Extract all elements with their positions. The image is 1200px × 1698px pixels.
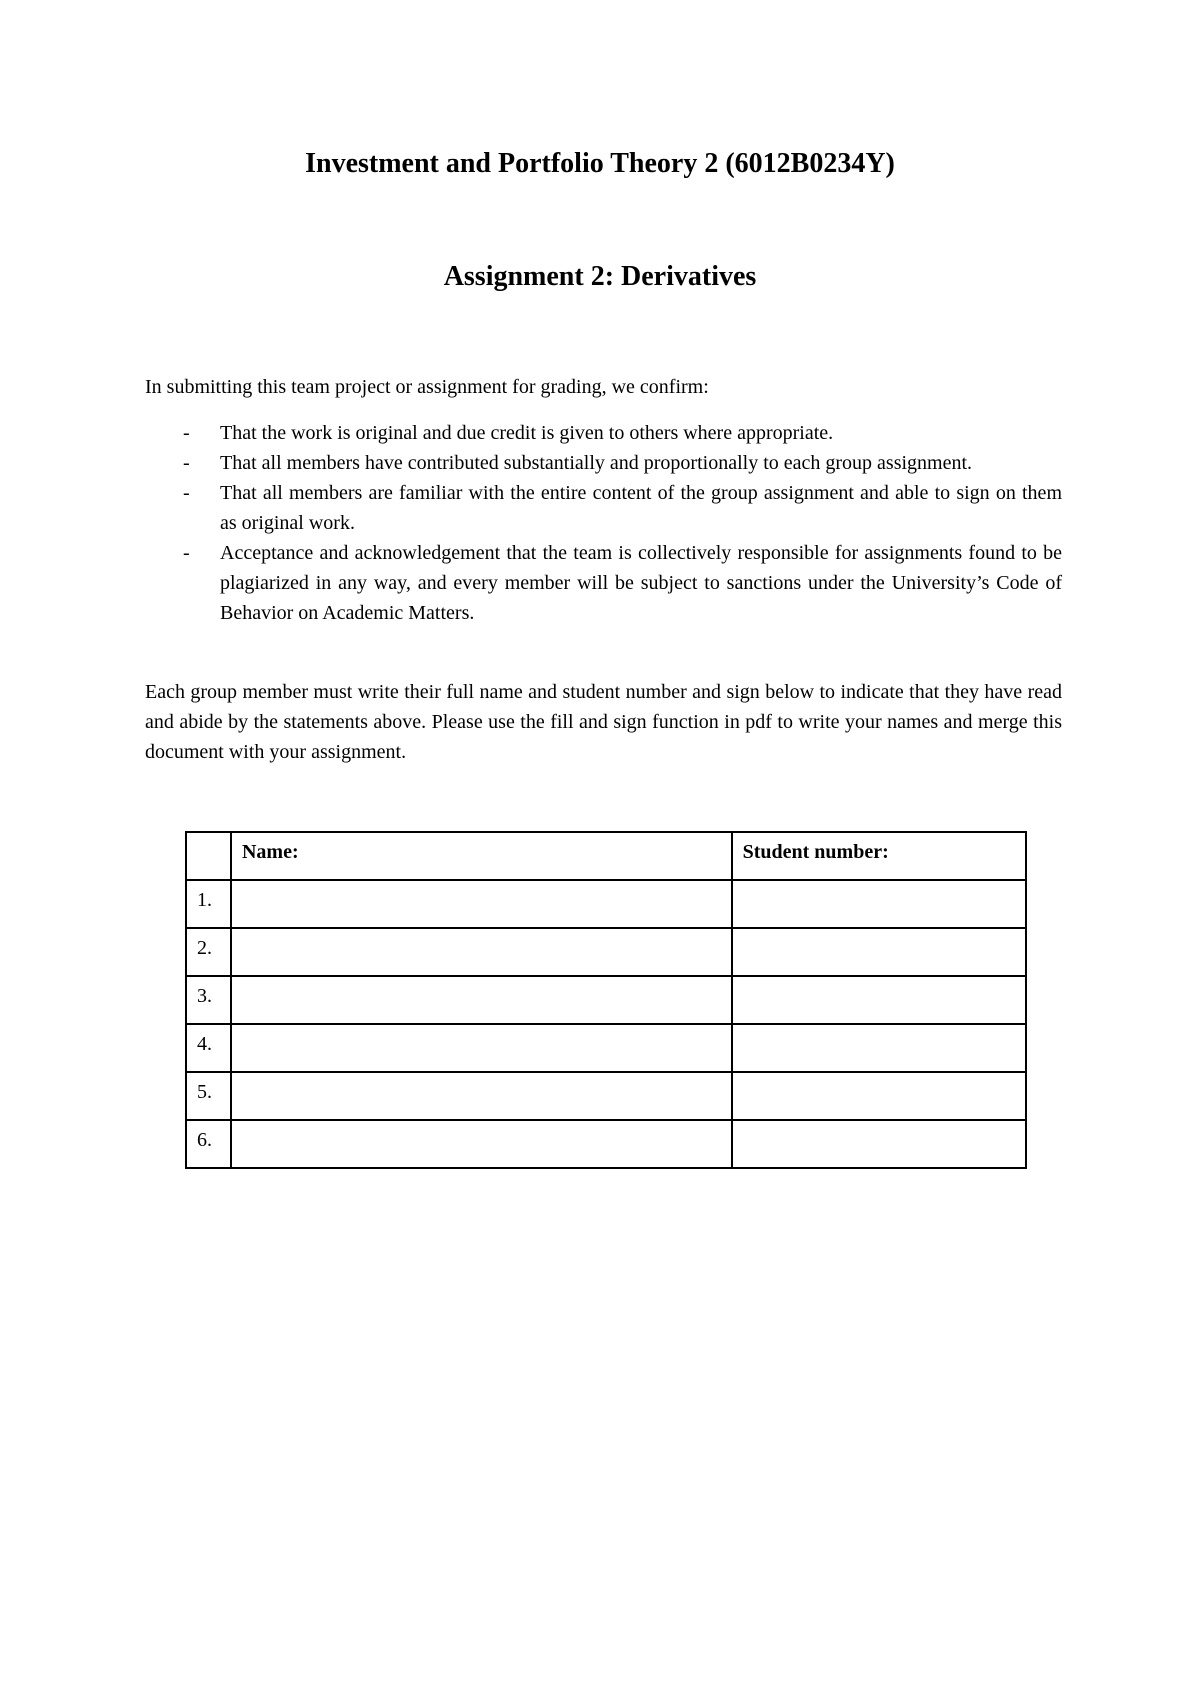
list-dash-marker: - xyxy=(183,482,190,504)
row-number: 2. xyxy=(186,928,231,976)
confirmation-text: That all members are familiar with the entire content of the group assignment and able to sign on them as original work. xyxy=(220,482,1062,534)
confirmation-item xyxy=(145,538,1062,628)
table-header-row xyxy=(186,832,1026,880)
confirmation-item xyxy=(145,418,1062,448)
student-number-field[interactable] xyxy=(732,880,1026,928)
row-number: 4. xyxy=(186,1024,231,1072)
name-field[interactable] xyxy=(231,928,732,976)
table-row xyxy=(186,880,1026,928)
name-field[interactable] xyxy=(231,976,732,1024)
student-number-field[interactable] xyxy=(732,976,1026,1024)
name-field[interactable] xyxy=(231,880,732,928)
name-column-header: Name: xyxy=(231,832,732,880)
confirmation-text: That the work is original and due credit is given to others where appropriate. xyxy=(220,422,834,444)
row-number: 3. xyxy=(186,976,231,1024)
course-title: Investment and Portfolio Theory 2 (6012B0234Y) xyxy=(305,148,895,179)
confirmation-text: Acceptance and acknowledgement that the team is collectively responsible for assignments found to be plagiarized in any way, and every member will be subject to sanctions under the University’s Code of Behavior on Academic Matters. xyxy=(220,542,1062,624)
table-row xyxy=(186,928,1026,976)
confirmation-item xyxy=(145,448,1062,478)
student-number-field[interactable] xyxy=(732,1024,1026,1072)
name-field[interactable] xyxy=(231,1072,732,1120)
student-number-column-header: Student number: xyxy=(732,832,1026,880)
list-dash-marker: - xyxy=(183,452,190,474)
student-number-field[interactable] xyxy=(732,928,1026,976)
table-row xyxy=(186,1072,1026,1120)
table-row xyxy=(186,1120,1026,1168)
row-number: 6. xyxy=(186,1120,231,1168)
intro-statement: In submitting this team project or assignment for grading, we confirm: xyxy=(145,376,709,398)
table-row xyxy=(186,1024,1026,1072)
assignment-title: Assignment 2: Derivatives xyxy=(443,261,757,292)
student-number-field[interactable] xyxy=(732,1072,1026,1120)
confirmation-item xyxy=(145,478,1062,538)
row-number: 1. xyxy=(186,880,231,928)
name-field[interactable] xyxy=(231,1120,732,1168)
row-number: 5. xyxy=(186,1072,231,1120)
list-dash-marker: - xyxy=(183,422,190,444)
number-column-header xyxy=(186,832,231,880)
confirmation-list xyxy=(145,418,1062,628)
confirmation-text: That all members have contributed substantially and proportionally to each group assignment. xyxy=(220,452,973,474)
signature-table xyxy=(185,831,1027,1169)
student-number-field[interactable] xyxy=(732,1120,1026,1168)
table-row xyxy=(186,976,1026,1024)
signing-instructions: Each group member must write their full name and student number and sign below to indicate that they have read and abide by the statements above. Please use the fill and sign function in pdf to write your names and merge this document with your assignment. xyxy=(145,681,1062,763)
list-dash-marker: - xyxy=(183,542,190,564)
name-field[interactable] xyxy=(231,1024,732,1072)
